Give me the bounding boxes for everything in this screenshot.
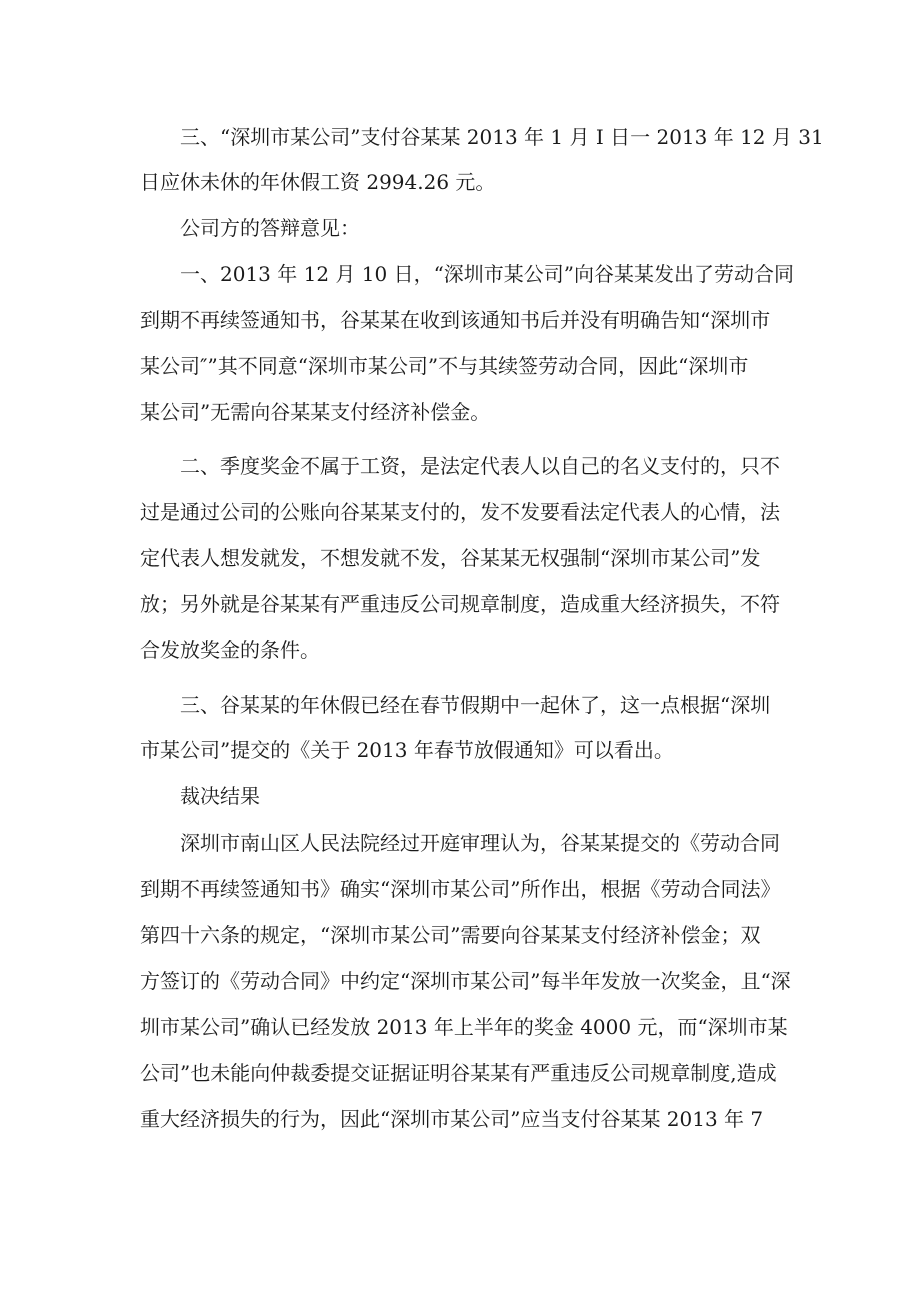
paragraph-line: 到期不再续签通知书，谷某某在收到该通知书后并没有明确告知“深圳市 [140, 308, 771, 332]
paragraph-line: 深圳市南山区人民法院经过开庭审理认为，谷某某提交的《劳动合同 [180, 831, 780, 855]
paragraph-line: 第四十六条的规定，“深圳市某公司”需要向谷某某支付经济补偿金；双 [140, 923, 761, 947]
paragraph-line: 圳市某公司”确认已经发放 2013 年上半年的奖金 4000 元，而“深圳市某 [140, 1015, 788, 1039]
paragraph-line: 方签订的《劳动合同》中约定“深圳市某公司”每半年发放一次奖金，且“深 [140, 969, 791, 993]
paragraph-line: 三、谷某某的年休假已经在春节假期中一起休了，这一点根据“深圳 [180, 693, 771, 717]
paragraph-line: 合发放奖金的条件。 [140, 638, 320, 662]
paragraph-line: 过是通过公司的公账向谷某某支付的，发不发要看法定代表人的心情，法 [140, 500, 780, 524]
section-heading: 公司方的答辩意见： [180, 216, 360, 240]
paragraph-line: 市某公司”提交的《关于 2013 年春节放假通知》可以看出。 [140, 738, 674, 762]
paragraph-line: 公司”也未能向仲裁委提交证据证明谷某某有严重违反公司规章制度,造成 [140, 1061, 777, 1085]
paragraph-line: 日应休未休的年休假工资 2994.26 元。 [140, 170, 496, 194]
paragraph-line: 某公司”无需向谷某某支付经济补偿金。 [140, 400, 491, 424]
paragraph-line: 三、“深圳市某公司”支付谷某某 2013 年 1 月 I 日一 2013 年 12 月 31 [180, 125, 824, 149]
paragraph-line: 定代表人想发就发，不想发就不发，谷某某无权强制“深圳市某公司”发 [140, 546, 761, 570]
section-heading: 裁决结果 [180, 784, 260, 808]
paragraph-line: 二、季度奖金不属于工资，是法定代表人以自己的名义支付的，只不 [180, 454, 780, 478]
paragraph-line: 放；另外就是谷某某有严重违反公司规章制度，造成重大经济损失，不符 [140, 592, 780, 616]
paragraph-line: 一、2013 年 12 月 10 日，“深圳市某公司”向谷某某发出了劳动合同 [180, 262, 795, 286]
paragraph-line: 某公司″”其不同意“深圳市某公司”不与其续签劳动合同，因此“深圳市 [140, 354, 749, 378]
paragraph-line: 到期不再续签通知书》确实“深圳市某公司”所作出，根据《劳动合同法》 [140, 877, 781, 901]
paragraph-line: 重大经济损失的行为，因此“深圳市某公司”应当支付谷某某 2013 年 7 [140, 1107, 764, 1131]
